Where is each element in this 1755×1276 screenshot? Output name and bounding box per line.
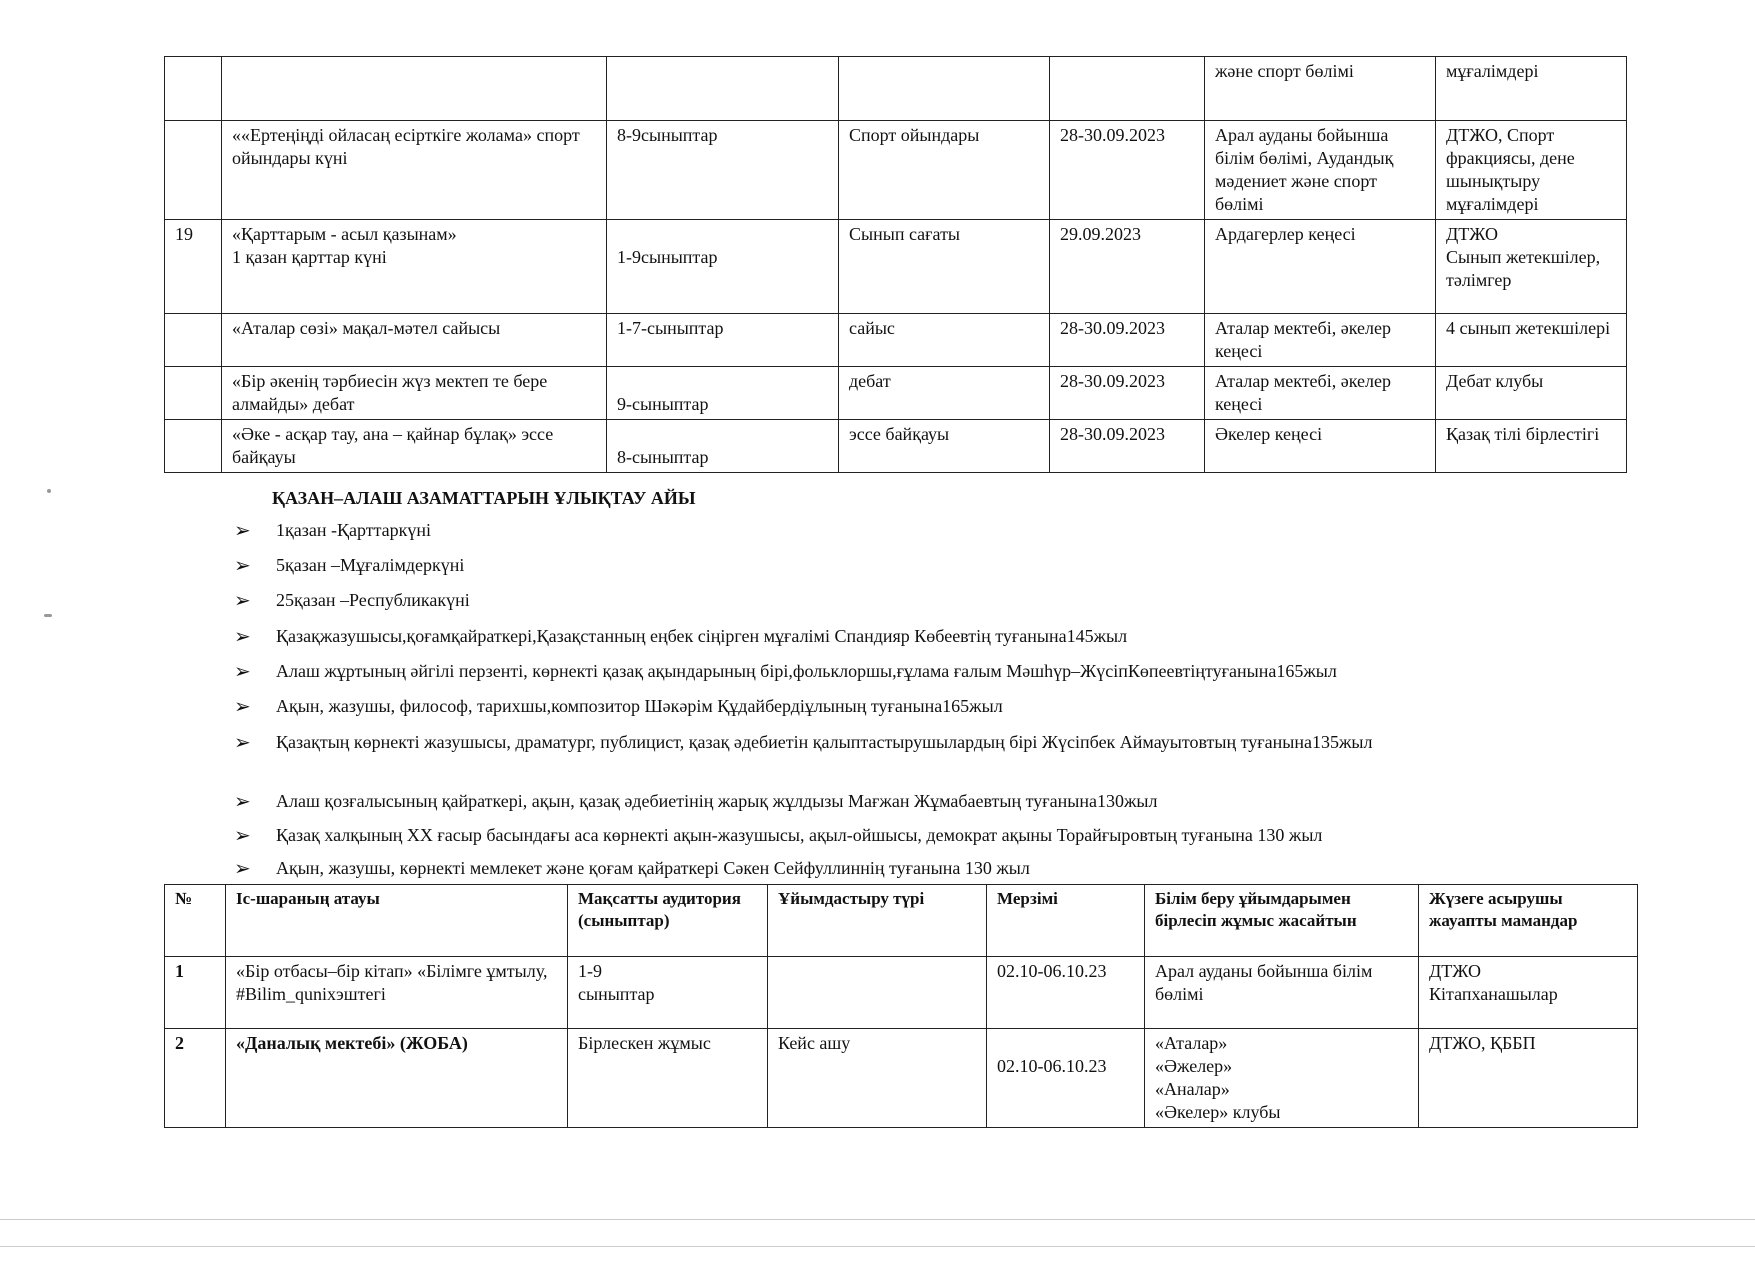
row-number (165, 367, 222, 420)
list-item-text: Қазақжазушысы,қоғамқайраткері,Қазақстанның еңбек сіңірген мұғалімі Спандияр Көбеевтің туғанына145жыл (276, 626, 1128, 646)
header-event: Іс-шараның атауы (226, 885, 568, 957)
row-number (165, 420, 222, 473)
event-form (768, 957, 987, 1029)
arrow-bullet-icon: ➢ (234, 730, 251, 754)
audience-text: 1-9сыныптар (617, 247, 718, 267)
arrow-bullet-icon: ➢ (234, 624, 251, 648)
audience: 1-7-сыныптар (607, 314, 839, 367)
partners: Аталар мектебі, әкелер кеңесі (1205, 367, 1436, 420)
event-date: 28-30.09.2023 (1050, 121, 1205, 220)
list-item-text: 5қазан –Мұғалімдеркүні (276, 555, 465, 575)
arrow-bullet-icon: ➢ (234, 694, 251, 718)
list-item-text: 25қазан –Республикакүні (276, 590, 470, 610)
header-date: Мерзімі (987, 885, 1145, 957)
list-item-text: Ақын, жазушы, көрнекті мемлекет және қоғам қайраткері Сәкен Сейфуллиннің туғанына 130 жыл (276, 858, 1030, 878)
arrow-bullet-icon: ➢ (234, 553, 251, 577)
event-name: «Бір әкенің тәрбиесін жүз мектеп те бере алмайды» дебат (222, 367, 607, 420)
scan-speck (44, 614, 52, 617)
event-name (222, 57, 607, 121)
table-row (165, 220, 1627, 314)
event-name: «Бір отбасы–бір кітап» «Білімге ұмтылу, #Bilim_qunixэштегі (226, 957, 568, 1029)
responsible: ДТЖО Кітапханашылар (1419, 957, 1638, 1029)
responsible: мұғалімдері (1436, 57, 1627, 121)
list-item-text: Алаш жұртының әйгілі перзенті, көрнекті қазақ ақындарының бірі,фольклоршы,ғұлама ғалым Мәшһүр–ЖүсіпКөпеевтіңтуғанына165жыл (276, 661, 1337, 681)
october-events-table (164, 884, 1638, 1128)
event-form (839, 57, 1050, 121)
table-row (165, 314, 1627, 367)
partners: Арал ауданы бойынша білім бөлімі, Аудандық мәдениет және спорт бөлімі (1205, 121, 1436, 220)
header-number: № (165, 885, 226, 957)
arrow-bullet-icon: ➢ (234, 823, 251, 847)
list-item-text: Алаш қозғалысының қайраткері, ақын, қазақ әдебиетінің жарық жұлдызы Мағжан Жұмабаевтың туғанына130жыл (276, 791, 1158, 811)
row-number (165, 121, 222, 220)
audience: 8-9сыныптар (607, 121, 839, 220)
event-form: эссе байқауы (839, 420, 1050, 473)
arrow-bullet-icon: ➢ (234, 856, 251, 880)
event-date-text: 02.10-06.10.23 (997, 1056, 1107, 1076)
responsible: 4 сынып жетекшілері (1436, 314, 1627, 367)
event-form: дебат (839, 367, 1050, 420)
audience: Бірлескен жұмыс (568, 1029, 768, 1128)
arrow-bullet-icon: ➢ (234, 518, 251, 542)
partners: және спорт бөлімі (1205, 57, 1436, 121)
scan-speck (47, 489, 51, 493)
event-date: 28-30.09.2023 (1050, 314, 1205, 367)
audience (607, 367, 839, 420)
event-date: 29.09.2023 (1050, 220, 1205, 314)
audience-text: 8-сыныптар (617, 447, 709, 467)
event-date (1050, 57, 1205, 121)
list-item-text: 1қазан -Қарттаркүні (276, 520, 432, 540)
event-form: Спорт ойындары (839, 121, 1050, 220)
arrow-bullet-icon: ➢ (234, 789, 251, 813)
scan-artifact-line (0, 1246, 1755, 1247)
header-form: Ұйымдастыру түрі (768, 885, 987, 957)
event-name: ««Ертеңіңді ойласаң есірткіге жоламa» спорт ойындары күні (222, 121, 607, 220)
row-number (165, 314, 222, 367)
table-row (165, 957, 1638, 1029)
event-date: 02.10-06.10.23 (987, 957, 1145, 1029)
event-form: Кейс ашу (768, 1029, 987, 1128)
list-item-text: Қазақтың көрнекті жазушысы, драматург, публицист, қазақ әдебиетін қалыптастырушылардың бірі Жүсіпбек Аймауытовтың туғанына135жыл (276, 732, 1373, 752)
row-number (165, 57, 222, 121)
arrow-bullet-icon: ➢ (234, 588, 251, 612)
audience (607, 57, 839, 121)
event-name: «Даналық мектебі» (ЖОБА) (226, 1029, 568, 1128)
responsible: Қазақ тілі бірлестігі (1436, 420, 1627, 473)
partners: «Аталар» «Әжелер» «Аналар» «Әкелер» клубы (1145, 1029, 1419, 1128)
event-form: сайыс (839, 314, 1050, 367)
event-date: 28-30.09.2023 (1050, 367, 1205, 420)
audience-text: 9-сыныптар (617, 394, 709, 414)
row-number: 1 (165, 957, 226, 1029)
top-events-table (164, 56, 1627, 473)
partners: Аталар мектебі, әкелер кеңесі (1205, 314, 1436, 367)
list-item-text: Ақын, жазушы, философ, тарихшы,композитор Шәкәрім Құдайбердіұлының туғанына165жыл (276, 696, 1003, 716)
event-name: «Әке - асқар тау, ана – қайнар бұлақ» эссе байқауы (222, 420, 607, 473)
partners: Әкелер кеңесі (1205, 420, 1436, 473)
row-number: 2 (165, 1029, 226, 1128)
table-row (165, 121, 1627, 220)
responsible: ДТЖО Сынып жетекшілер, тәлімгер (1436, 220, 1627, 314)
table-row (165, 420, 1627, 473)
responsible: ДТЖО, ҚББП (1419, 1029, 1638, 1128)
event-form: Сынып сағаты (839, 220, 1050, 314)
partners: Ардагерлер кеңесі (1205, 220, 1436, 314)
table-row (165, 1029, 1638, 1128)
responsible: ДТЖО, Спорт фракциясы, дене шынықтыру мұғалімдері (1436, 121, 1627, 220)
audience (607, 220, 839, 314)
event-date: 28-30.09.2023 (1050, 420, 1205, 473)
event-name: «Қарттарым - асыл қазынам» 1 қазан қарттар күні (222, 220, 607, 314)
audience (607, 420, 839, 473)
audience: 1-9 сыныптар (568, 957, 768, 1029)
table-row (165, 367, 1627, 420)
table-row (165, 57, 1627, 121)
header-audience: Мақсатты аудитория (сыныптар) (568, 885, 768, 957)
row-number: 19 (165, 220, 222, 314)
header-responsible: Жүзеге асырушы жауапты мамандар (1419, 885, 1638, 957)
partners: Арал ауданы бойынша білім бөлімі (1145, 957, 1419, 1029)
responsible: Дебат клубы (1436, 367, 1627, 420)
scan-artifact-line (0, 1219, 1755, 1220)
table-header-row (165, 885, 1638, 957)
event-date (987, 1029, 1145, 1128)
arrow-bullet-icon: ➢ (234, 659, 251, 683)
section-title: ҚАЗАН–АЛАШ АЗАМАТТАРЫН ҰЛЫҚТАУ АЙЫ (272, 488, 696, 508)
list-item-text: Қазақ халқының ХХ ғасыр басындағы аса көрнекті ақын-жазушысы, ақыл-ойшысы, демократ ақыны Торайғыровтың туғанына 130 жыл (276, 825, 1323, 845)
header-partners: Білім беру ұйымдарымен бірлесіп жұмыс жасайтын (1145, 885, 1419, 957)
event-name: «Аталар сөзі» мақал-мәтел сайысы (222, 314, 607, 367)
